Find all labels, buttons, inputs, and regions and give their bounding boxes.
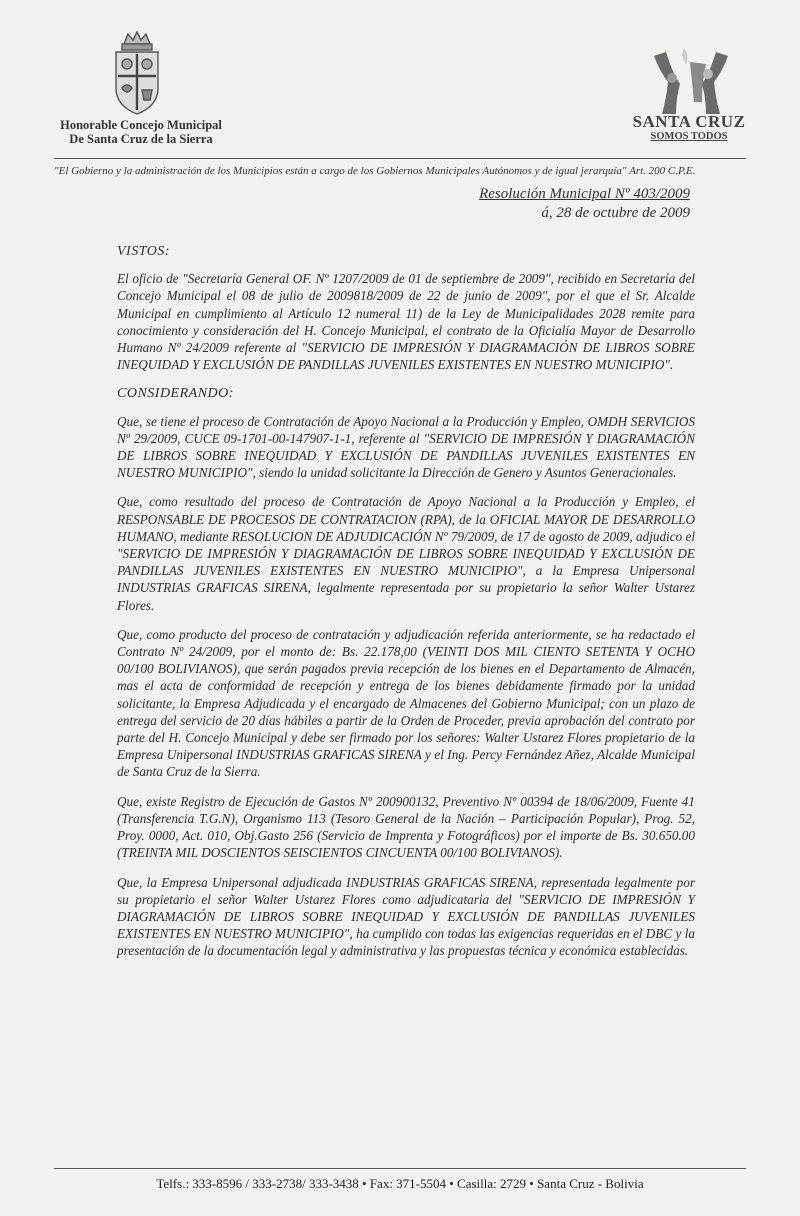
- resolution-body: [117, 243, 695, 972]
- resolution-date: á, 28 de octubre de 2009: [541, 205, 690, 221]
- vistos-heading: VISTOS:: [117, 244, 171, 259]
- council-name-line2: De Santa Cruz de la Sierra: [69, 132, 213, 146]
- brand-tagline: SOMOS TODOS: [650, 131, 728, 142]
- resolution-number: Resolución Municipal Nº 403/2009: [479, 186, 690, 202]
- considerando-paragraph: Que, la Empresa Unipersonal adjudicada INDUSTRIAS GRAFICAS SIRENA, representada legalmente por su propietario el señor Walter Ustarez Flores como adjudicataria del "SERVICIO DE IMPRESIÓN Y DIAGRAMACIÓN DE LIBROS SOBRE INEQUIDAD Y EXCLUSIÓN DE PANDILLAS JUVENILES EXISTENTES EN NUESTRO MUNICIPIO", ha cumplido con todas las exigencias requeridas en el DBC y la presentación de la documentación legal y administrativa y las propuestas técnica y económica establecidas.: [117, 874, 695, 959]
- vistos-paragraph: El oficio de "Secretaría General OF. Nº 1207/2009 de 01 de septiembre de 2009", recibido en Secretaría del Concejo Municipal el 08 de julio de 2009818/2009 de 22 de junio de 2009", por el que el Sr. Alcalde Municipal en cumplimiento al Artículo 12 numeral 11) de la Ley de Municipalidades 2028 remite para conocimiento y consideración del H. Concejo Municipal, el contrato de la Oficialía Mayor de Desarrollo Humano Nº 24/2009 referente al "SERVICIO DE IMPRESIÓN Y DIAGRAMACIÓN DE LIBROS SOBRE INEQUIDAD Y EXCLUSIÓN DE PANDILLAS JUVENILES EXISTENTES EN NUESTRO MUNICIPIO".: [117, 271, 695, 373]
- header-divider: [54, 158, 746, 159]
- considerando-paragraph: Que, como resultado del proceso de Contratación de Apoyo Nacional a la Producción y Empleo, el RESPONSABLE DE PROCESOS DE CONTRATACION (RPA), de la OFICIAL MAYOR DE DESARROLLO HUMANO, mediante RESOLUCION DE ADJUDICACIÓN Nº 79/2009, de 17 de agosto de 2009, adjudico el "SERVICIO DE IMPRESIÓN Y DIAGRAMACIÓN DE LIBROS SOBRE INEQUIDAD Y EXCLUSIÓN DE PANDILLAS JUVENILES EXISTENTES EN NUESTRO MUNICIPIO", a la Empresa Unipersonal INDUSTRIAS GRAFICAS SIRENA, legalmente representada por su propietario la señor Walter Ustarez Flores.: [117, 494, 695, 613]
- considerando-paragraph: Que, como producto del proceso de contratación y adjudicación referida anteriormente, se ha redactado el Contrato Nº 24/2009, por el monto de: Bs. 22.178,00 (VEINTI DOS MIL CIENTO SETENTA Y OCHO 00/100 BOLIVIANOS), que serán pagados previa recepción de los bienes en el Departamento de Almacén, mas el acta de conformidad de recepción y entrega de los bienes debidamente firmado por la unidad solicitante, la Empresa Adjudicada y el encargado de Almacenes del Gobierno Municipal; con un plazo de entrega del servicio de 20 días hábiles a partir de la Orden de Proceder, previa aprobación del contrato por parte del H. Concejo Municipal y debe ser firmado por los señores: Walter Ustarez Flores propietario de la Empresa Unipersonal INDUSTRIAS GRAFICAS SIRENA y el Ing. Percy Fernández Añez, Alcalde Municipal de Santa Cruz de la Sierra.: [117, 626, 695, 780]
- municipal-coat-of-arms-icon: [108, 30, 166, 116]
- council-name: [46, 118, 236, 146]
- considerando-paragraph: Que, se tiene el proceso de Contratación de Apoyo Nacional a la Producción y Empleo, OMDH SERVICIOS Nº 29/2009, CUCE 09-1701-00-147907-1-1, referente al "SERVICIO DE IMPRESIÓN Y DIAGRAMACIÓN DE LIBROS SOBRE INEQUIDAD Y EXCLUSIÓN DE PANDILLAS JUVENILES EXISTENTES EN NUESTRO MUNICIPIO", siendo la unidad solicitante la Dirección de Genero y Asuntos Generacionales.: [117, 413, 695, 481]
- footer-contact: Telfs.: 333-8596 / 333-2738/ 333-3438 • Fax: 371-5504 • Casilla: 2729 • Santa Cruz - Bolivia: [156, 1176, 644, 1191]
- considerando-heading: CONSIDERANDO:: [117, 386, 234, 402]
- considerando-paragraph: Que, existe Registro de Ejecución de Gastos Nº 200900132, Preventivo Nº 00394 de 18/06/2009, Fuente 41 (Transferencia T.G.N), Organismo 113 (Tesoro General de la Nación – Participación Popular), Prog. 52, Proy. 0000, Act. 010, Obj.Gasto 256 (Servicio de Imprenta y Fotográficos) por el importe de Bs. 30.650.00 (TREINTA MIL DOSCIENTOS SEISCIENTOS CINCUENTA 00/100 BOLIVIANOS).: [117, 793, 695, 861]
- constitution-quote: "El Gobierno y la administración de los Municipios están a cargo de los Gobiernos Municipales Autónomos y de igual jerarquía" Art. 200 C.P.E.: [54, 165, 696, 177]
- council-name-line1: Honorable Concejo Municipal: [60, 118, 222, 132]
- brand-name: SANTA CRUZ: [632, 112, 746, 131]
- footer-divider: [54, 1168, 746, 1169]
